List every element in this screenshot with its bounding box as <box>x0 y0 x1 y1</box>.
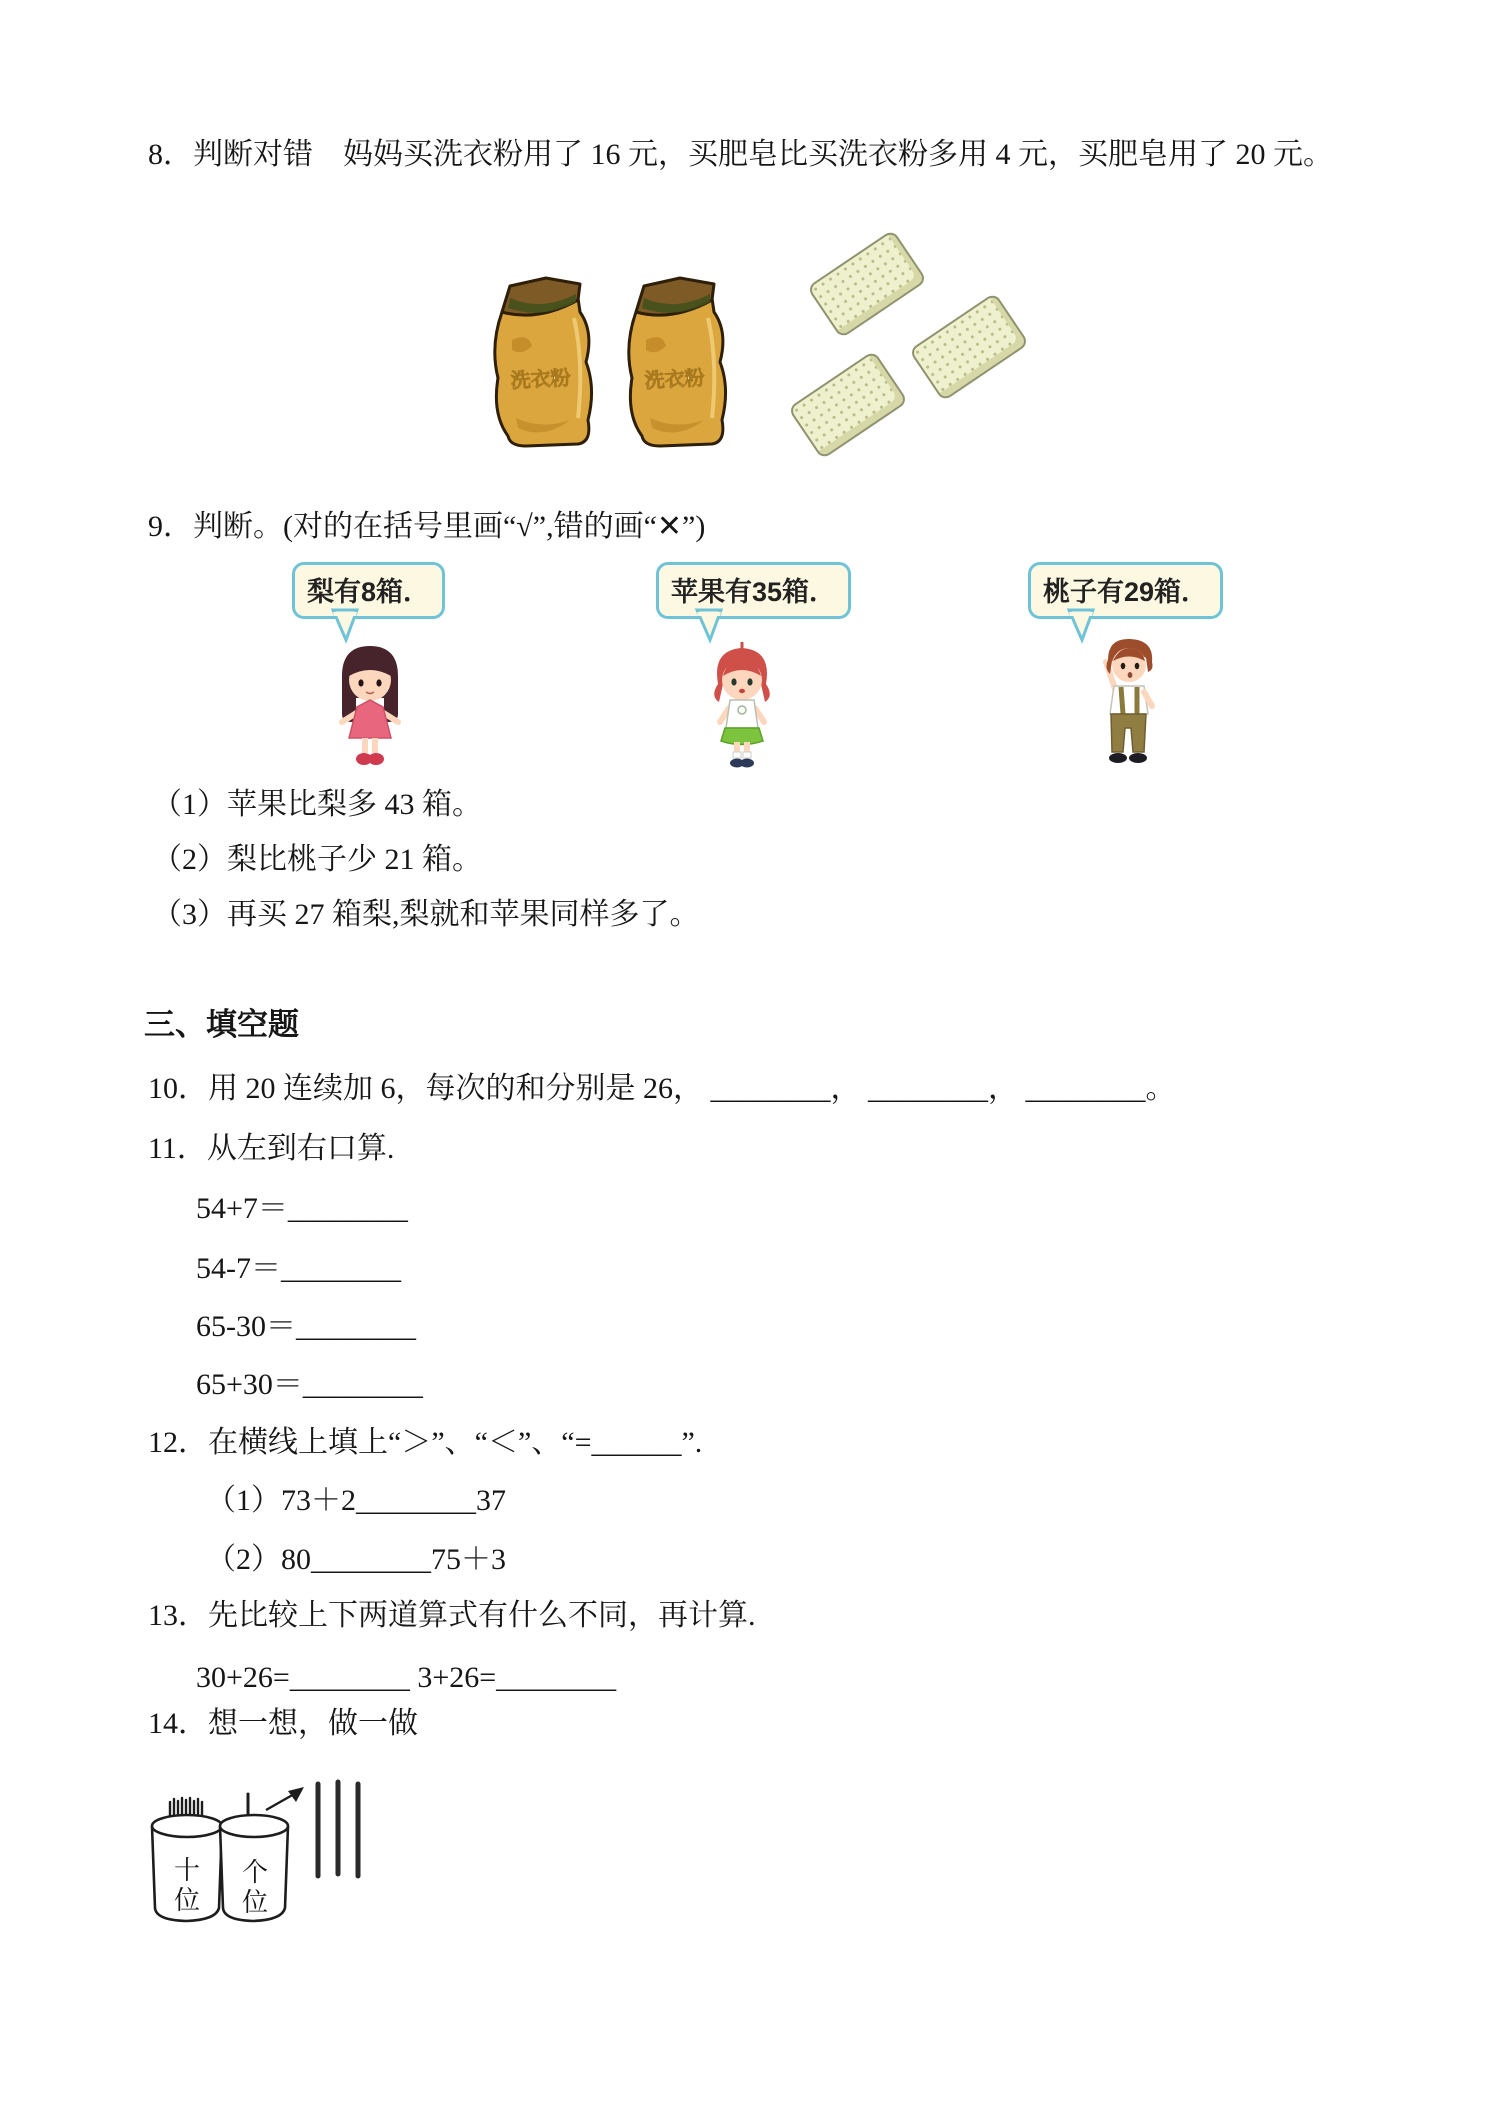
oral-calc-line: 65-30＝________ <box>196 1310 416 1343</box>
speech-bubble-text: 桃子有29箱． <box>1043 577 1209 607</box>
speech-bubble-text: 梨有8箱． <box>307 577 431 607</box>
girl-illustration-1 <box>320 640 420 770</box>
detergent-bag-label: 洗衣粉 <box>644 367 706 393</box>
speech-bubble-tail <box>329 614 363 642</box>
soap-bar-illustration <box>909 292 1030 402</box>
speech-bubble-text: 苹果有35箱． <box>671 577 837 607</box>
speech-bubble-peaches <box>1028 562 1223 619</box>
section-title: 三、填空题 <box>144 1007 299 1042</box>
question-9-item: （2）梨比桃子少 21 箱。 <box>152 843 482 876</box>
oral-calc-line: 54+7＝________ <box>196 1192 408 1225</box>
question-13-text: 13．先比较上下两道算式有什么不同，再计算. <box>148 1599 756 1632</box>
soap-bar-illustration <box>788 350 909 460</box>
question-9-item: （1）苹果比梨多 43 箱。 <box>152 788 482 821</box>
soap-bar-illustration <box>807 229 928 339</box>
speech-bubble-tail <box>693 614 727 642</box>
detergent-bag-label: 洗衣粉 <box>510 367 572 393</box>
detergent-bag-illustration <box>620 268 732 452</box>
question-8-text: 8．判断对错 妈妈买洗衣粉用了 16 元，买肥皂比买洗衣粉多用 4 元，买肥皂用了 20 元。 <box>148 138 1333 171</box>
ones-place-label: 个位 <box>241 1858 268 1917</box>
speech-bubble-pears <box>292 562 445 619</box>
boy-illustration <box>1076 634 1180 770</box>
question-9-text: 9．判断。(对的在括号里画“√”,错的画“✕”) <box>148 510 706 543</box>
speech-bubble-apples <box>656 562 851 619</box>
compare-item: （2）80________75＋3 <box>206 1543 506 1576</box>
question-11-text: 11．从左到右口算. <box>148 1132 395 1165</box>
question-12-text: 12．在横线上填上“＞”、“＜”、“=______”. <box>148 1426 703 1459</box>
oral-calc-line: 54-7＝________ <box>196 1252 401 1285</box>
girl-illustration-2 <box>692 642 792 768</box>
question-10-text: 10．用 20 连续加 6，每次的和分别是 26， ________， ________， ________。 <box>148 1072 1176 1105</box>
tens-place-label: 十位 <box>173 1856 200 1915</box>
detergent-bag-illustration <box>486 268 598 452</box>
question-14-text: 14．想一想，做一做 <box>148 1707 418 1740</box>
question-9-item: （3）再买 27 箱梨,梨就和苹果同样多了。 <box>152 898 700 931</box>
calc-pair-line: 30+26=________ 3+26=________ <box>196 1661 617 1694</box>
compare-item: （1）73＋2________37 <box>206 1484 506 1517</box>
oral-calc-line: 65+30＝________ <box>196 1368 423 1401</box>
